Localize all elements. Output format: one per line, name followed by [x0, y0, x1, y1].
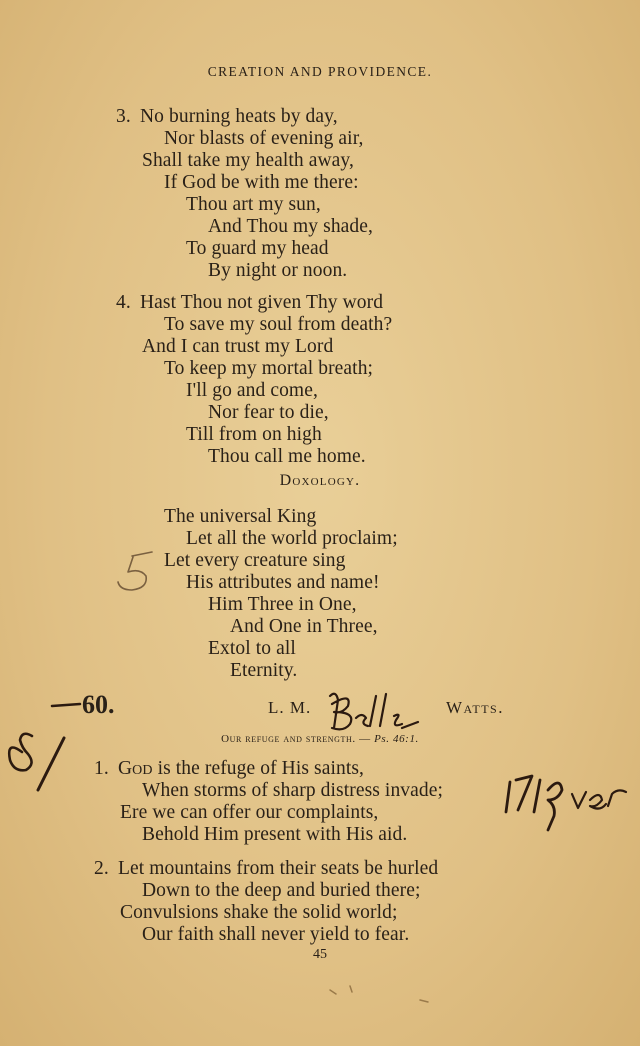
hymn-author: Watts. [446, 698, 504, 717]
date-1719 [506, 776, 562, 830]
stanza-3-line-2: Nor blasts of evening air, [164, 128, 364, 149]
hymn-stanza-2-line-3: Convulsions shake the solid world; [120, 902, 398, 923]
stanza-4-line-6: Nor fear to die, [208, 402, 329, 423]
stanza-number: 3. [116, 106, 131, 127]
doxology-line-8: Eternity. [230, 660, 298, 681]
margin-dash [52, 704, 80, 706]
hymn-stanza-1-line-2: When storms of sharp distress invade; [142, 780, 444, 801]
stanza-3-line-3: Shall take my health away, [142, 150, 354, 171]
doxology-line-6: And One in Three, [230, 616, 378, 637]
stanza-3-line-6: And Thou my shade, [208, 216, 374, 237]
scripture-reference: Ps. 46:1. [374, 733, 419, 745]
stanza-4-line-3: And I can trust my Lord [142, 336, 334, 357]
page-number: 45 [313, 947, 327, 962]
hymn-stanza-2-line-1: 2. Let mountains from their seats be hurled [94, 858, 439, 879]
stanza-4-line-1: 4. Hast Thou not given Thy word [116, 292, 384, 313]
doxology-line-5: Him Three in One, [208, 594, 357, 615]
margin-numeral-5 [118, 552, 152, 590]
word-ver [572, 790, 626, 808]
first-word: God [118, 758, 153, 779]
stanza-4-line-4: To keep my mortal breath; [164, 358, 374, 379]
hymn-stanza-1-line-1: 1. God is the refuge of His saints, [94, 758, 365, 779]
stanza-3-line-5: Thou art my sun, [186, 194, 321, 215]
stanza-number: 4. [116, 292, 131, 313]
stanza-4-line-5: I'll go and come, [186, 380, 318, 401]
stanza-3-line-7: To guard my head [186, 238, 329, 259]
doxology-title: Doxology. [279, 472, 361, 489]
stanza-3-line-4: If God be with me there: [164, 172, 359, 193]
signature-bells [330, 694, 418, 730]
doxology-line-1: The universal King [164, 506, 317, 527]
margin-slash [38, 738, 64, 790]
stanza-number: 1. [94, 758, 109, 779]
hymn-stanza-2-line-4: Our faith shall never yield to fear. [142, 924, 410, 945]
doxology-line-7: Extol to all [208, 638, 296, 659]
hymn-meter: L. M. [268, 698, 312, 717]
stanza-4-line-2: To save my soul from death? [164, 314, 393, 335]
hymn-stanza-1-line-3: Ere we can offer our complaints, [120, 802, 379, 823]
doxology-line-2: Let all the world proclaim; [186, 528, 398, 549]
smudge-marks [330, 986, 428, 1002]
stanza-4-line-7: Till from on high [186, 424, 322, 445]
hymn-number: 60. [82, 690, 115, 719]
hymn-stanza-1-line-4: Behold Him present with His aid. [142, 824, 408, 845]
running-header: CREATION AND PROVIDENCE. [207, 64, 433, 79]
stanza-4-line-8: Thou call me home. [208, 446, 366, 467]
doxology-line-4: His attributes and name! [186, 572, 380, 593]
doxology-line-3: Let every creature sing [164, 550, 346, 571]
stanza-3-line-1: 3. No burning heats by day, [116, 106, 338, 127]
margin-mark-8 [9, 734, 32, 771]
stanza-3-line-8: By night or noon. [208, 260, 348, 281]
hymn-subtitle: Our refuge and strength. — Ps. 46:1. [221, 733, 419, 745]
hymn-stanza-2-line-2: Down to the deep and buried there; [142, 880, 421, 901]
stanza-number: 2. [94, 858, 109, 879]
